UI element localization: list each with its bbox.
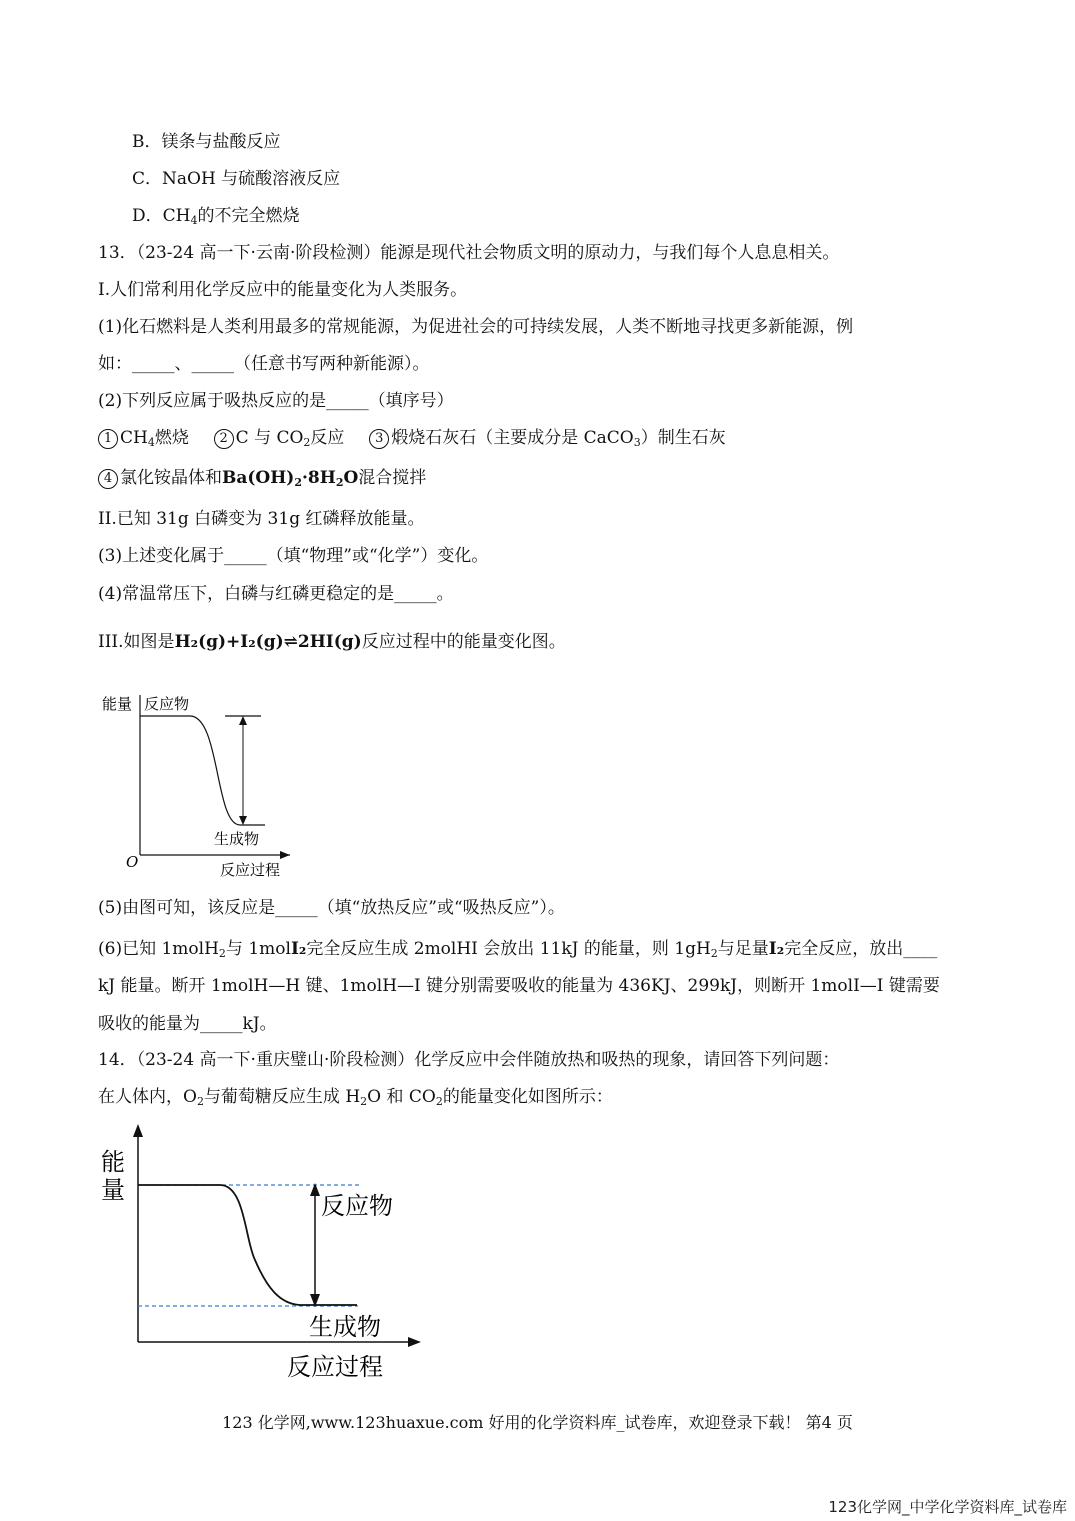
option-c: C．NaOH 与硫酸溶液反应 [132,169,341,189]
chart1-origin-label: O [126,853,139,871]
watermark: 123化学网_中学化学资料库_试卷库 [828,1498,1067,1516]
q13-q3: (3)上述变化属于_____（填“物理”或“化学”）变化。 [98,546,489,566]
option-d: D．$CH_4$的不完全燃烧 [132,206,300,227]
chart2-reactant-label: 反应物 [321,1192,393,1220]
chart2-product-label: 生成物 [309,1313,381,1341]
q13-part-iii: III.如图是H₂(g)+I₂(g)⇌2HI(g)反应过程中的能量变化图。 [98,632,566,652]
option-b: B．镁条与盐酸反应 [132,132,281,152]
q13-q2-options-row: 1 $CH_4$燃烧 2 C 与 $CO_2$反应 3 煅烧石灰石（主要成分是 CaCO$_3$）制生石灰 [98,427,726,449]
circled-number: 4 [98,469,118,489]
q13-q5: (5)由图可知，该反应是_____（填“放热反应”或“吸热反应”）。 [98,898,565,918]
circled-number: 3 [369,429,389,449]
q13-q1-line1: (1)化石燃料是人类利用最多的常规能源，为促进社会的可持续发展，人类不断地寻找更多新能源，例 [98,317,854,337]
q13-q6-line1: (6)已知 1molH$_2$与 1molI₂完全反应生成 2molHI 会放出 11kJ 的能量，则 $1gH_2$与足量I₂完全反应，放出____ [98,939,938,960]
q13-q2: (2)下列反应属于吸热反应的是_____（填序号） [98,391,454,411]
equation: H₂(g)+I₂(g)⇌2HI(g) [174,632,362,652]
q13-q6-line3: 吸收的能量为_____kJ。 [98,1014,277,1034]
chart2-ylabel-1: 能 [101,1148,125,1176]
chart2-xlabel: 反应过程 [287,1353,383,1381]
q13-q2-option4: 4 氯化铵晶体和$Ba(OH)_2\cdot 8H_2O$混合搅拌 [98,467,426,489]
energy-diagram-2 [95,1120,435,1390]
chart2-ylabel-2: 量 [101,1176,125,1204]
circled-number: 1 [98,429,118,449]
circled-number: 2 [214,429,234,449]
q13-q4: (4)常温常压下，白磷与红磷更稳定的是_____。 [98,584,454,604]
q13-q1-line2: 如：_____、_____（任意书写两种新能源）。 [98,354,430,374]
q14-line: 在人体内，$O_2$与葡萄糖反应生成 $H_2O$ 和 $CO_2$的能量变化如图所示： [98,1087,613,1108]
chart1-reactant-label: 反应物 [144,695,190,713]
q13-header: 13．（23-24 高一下·云南·阶段检测）能源是现代社会物质文明的原动力，与我们每个人息息相关。 [98,243,840,263]
energy-diagram-1 [95,685,315,885]
q13-part-i: I.人们常利用化学反应中的能量变化为人类服务。 [98,280,468,300]
chart1-xlabel: 反应过程 [220,861,281,879]
formula-ba-oh: $Ba(OH)_2\cdot 8H_2O$ [222,468,359,489]
chart1-ylabel: 能量 [102,695,133,713]
q14-header: 14．（23-24 高一下·重庆璧山·阶段检测）化学反应中会伴随放热和吸热的现象，请回答下列问题： [98,1050,840,1070]
q13-part-ii: II.已知 31g 白磷变为 31g 红磷释放能量。 [98,509,425,529]
q13-q6-line2: kJ 能量。断开 1molH—H 键、1molH—I 键分别需要吸收的能量为 436KJ、299kJ，则断开 1molI—I 键需要 [98,976,940,996]
page-footer: 123 化学网,www.123huaxue.com 好用的化学资料库_试卷库，欢迎登录下载！ 第4 页 [222,1413,853,1432]
chart1-product-label: 生成物 [214,830,260,848]
